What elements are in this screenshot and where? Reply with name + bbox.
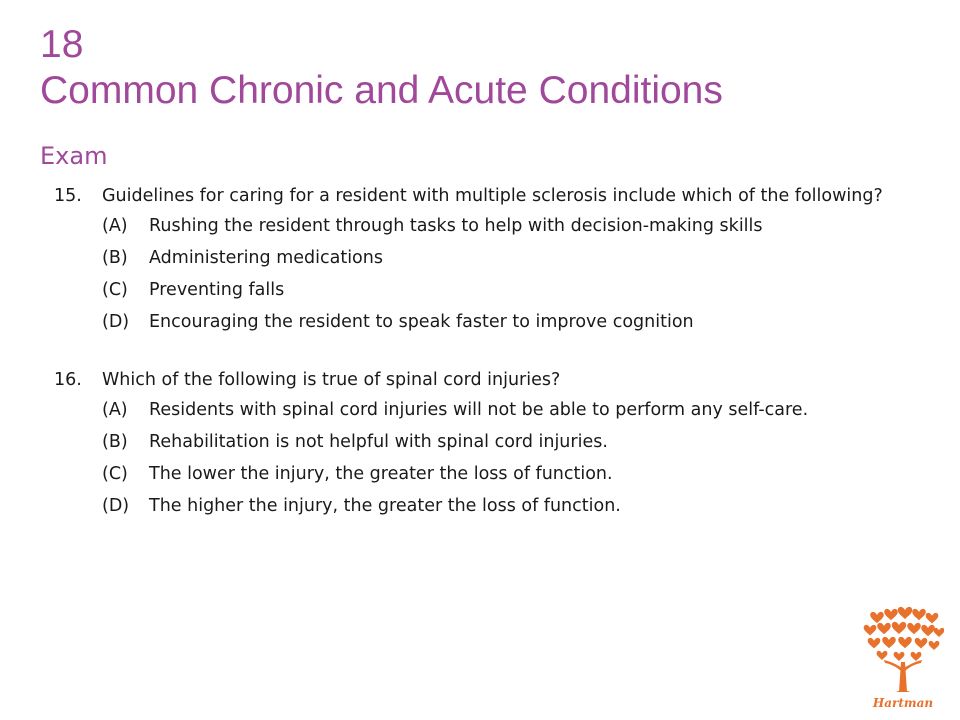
option-text: Encouraging the resident to speak faster to improve cognition [149,312,694,332]
option-letter: (D) [102,312,130,332]
logo-wordmark: Hartman [872,696,934,710]
answer-option [102,310,916,334]
question-text: Which of the following is true of spinal cord injuries? [102,370,561,390]
answer-option [102,430,916,454]
option-text: Residents with spinal cord injuries will not be able to perform any self-care. [149,400,809,420]
answer-option [102,214,916,238]
question-number: 16. [54,370,82,390]
option-text: Administering medications [149,248,383,268]
option-letter: (A) [102,216,128,236]
chapter-number: 18 [40,23,84,66]
option-letter: (B) [102,432,128,452]
option-text: Rushing the resident through tasks to help with decision-making skills [149,216,763,236]
question-text: Guidelines for caring for a resident with multiple sclerosis include which of the following? [102,186,883,206]
option-text: The lower the injury, the greater the loss of function. [149,464,613,484]
section-title: Exam [40,142,108,170]
answer-option [102,462,916,486]
option-text: Preventing falls [149,280,285,300]
answer-option [102,278,916,302]
answer-options [102,398,916,518]
chapter-heading [40,22,723,114]
answer-options [102,214,916,334]
option-letter: (B) [102,248,128,268]
chapter-title: Common Chronic and Acute Conditions [40,69,723,112]
option-letter: (C) [102,280,128,300]
option-text: The higher the injury, the greater the loss of function. [149,496,621,516]
option-letter: (A) [102,400,128,420]
option-letter: (D) [102,496,130,516]
question-16 [54,368,916,518]
question-number: 15. [54,186,82,206]
answer-option [102,494,916,518]
question-15 [54,184,916,334]
hartman-tree-logo-icon [862,606,944,712]
option-text: Rehabilitation is not helpful with spinal cord injuries. [149,432,608,452]
answer-option [102,398,916,422]
question-list [54,184,916,526]
option-letter: (C) [102,464,128,484]
answer-option [102,246,916,270]
